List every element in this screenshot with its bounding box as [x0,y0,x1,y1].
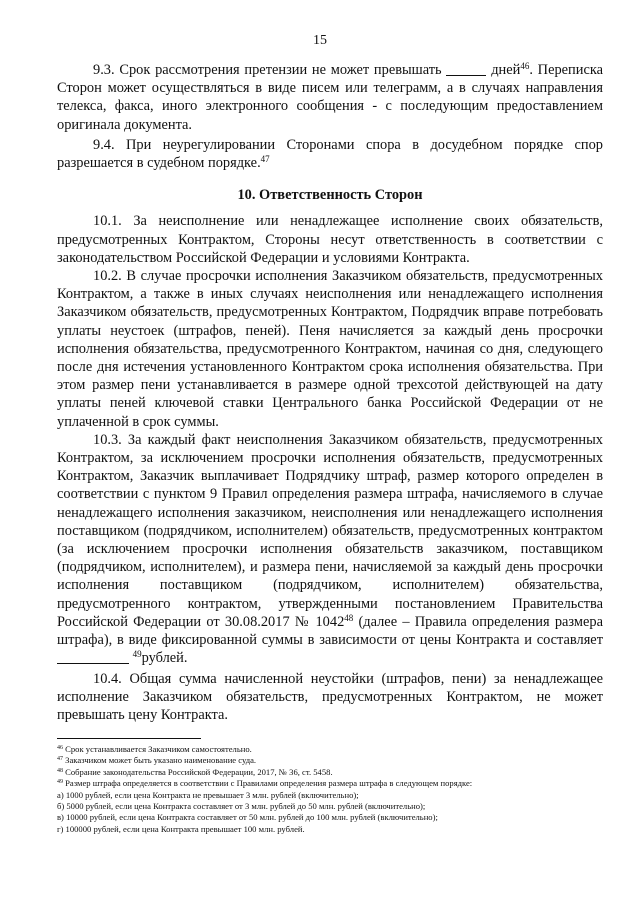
footnote-ref-46: 46 [520,61,530,71]
section-title: 10. Ответственность Сторон [237,187,423,204]
footnote-ref-49: 49 [132,649,142,660]
footnote-list-item: в) 10000 рублей, если цена Контракта составляет от 50 млн. рублей до 100 млн. рублей (включительно); [57,812,438,823]
footnote-48: $^{48}$ Собрание законодательства Российской Федерации, 2017, № 36, ст. 5458. [57,766,333,777]
footnote-list-item: а) 1000 рублей, если цена Контракта не превышает 3 млн. рублей (включительно); [57,789,359,800]
penalty-amount-blank-field [57,651,129,664]
document-body [57,61,603,724]
paragraph-10-2: 10.2. В случае просрочки исполнения Заказчиком обязательств, предусмотренных Контрактом, а также в иных случаях неисполнения или ненадлежащего исполнения Заказчиком обязательств, предусмотренных Контрактом, Подрядчик вправе потребовать уплаты неустоек (штрафов, пеней). Пеня начисляется за каждый день просрочки исполнения обязательства, предусмотренного Контрактом, начиная со дня, следующего после дня истечения установленного Контрактом срока исполнения обязательства. При этом размер пени устанавливается в размере одной трехсотой действующей на дату уплаты пеней ключевой ставки Центрального банка Российской Федерации от не уплаченной в срок суммы. [57,268,603,430]
footnote-list-item: г) 100000 рублей, если цена Контракта превышает 100 млн. рублей. [57,823,305,834]
footnote-ref-47: 47 [260,154,270,165]
days-blank-field [446,63,486,76]
footnote-ref-48: 48 [344,612,354,623]
page-number: 15 [313,33,327,48]
footnote-49: $^{49}$ Размер штрафа определяется в соответствии с Правилами определения размера штрафа в следующем порядке: [57,778,473,789]
footnote-47: $^{47}$ Заказчиком может быть указано наименование суда. [57,755,257,766]
footnote-46: $^{46}$ Срок устанавливается Заказчиком самостоятельно. [57,744,252,754]
footnote-list-item: б) 5000 рублей, если цена Контракта составляет от 3 млн. рублей до 50 млн. рублей (включительно); [57,801,426,812]
paragraph-10-4: 10.4. Общая сумма начисленной неустойки (штрафов, пени) за ненадлежащее исполнение Заказчиком обязательств, предусмотренных Контрактом, не может превышать цену Контракта. [57,670,603,723]
paragraph-9-4: 9.4. При неурегулировании Сторонами спора в досудебном порядке спор разрешается в судебном порядке.$^{47}$ [57,136,603,172]
footnote-separator [57,738,201,739]
paragraph-10-3: 10.3. За каждый факт неисполнения Заказчиком обязательств, предусмотренных Контрактом, за исключением просрочки исполнения обязательств, предусмотренных Контрактом, Заказчик выплачивает Подрядчику штраф, размер которого определен в соответствии с пунктом 9 Правил определения размера штрафа, начисляемого в случае ненадлежащего исполнения заказчиком, неисполнения или ненадлежащего исполнения поставщиком (подрядчиком, исполнителем) обязательств, предусмотренных контрактом (за исключением просрочки исполнения обязательств заказчиком, поставщиком (подрядчиком, исполнителем), и размера пени, начисляемой за каждый день просрочки исполнения поставщиком (подрядчиком, исполнителем) обязательства, предусмотренного контрактом, утвержденными постановлением Правительства Российской Федерации от 30.08.2017 № 1042$^{48}$ (далее – Правила определения размера штрафа), в виде фиксированной суммы в зависимости от цены Контракта и составляет $^{49}$рублей. [57,431,603,667]
paragraph-9-3: 9.3. Срок рассмотрения претензии не может превышать дней$^{46}$. Переписка Сторон может осуществляться в виде писем или телеграмм, а в случаях направления телекса, факса, иного электронного сообщения - с последующим предоставлением оригинала документа. [57,61,603,133]
paragraph-10-1: 10.1. За неисполнение или ненадлежащее исполнение своих обязательств, предусмотренных Контрактом, Стороны несут ответственность в соответствии с законодательством Российской Федерации и условиями Контракта. [57,213,603,266]
footnotes [57,744,603,835]
